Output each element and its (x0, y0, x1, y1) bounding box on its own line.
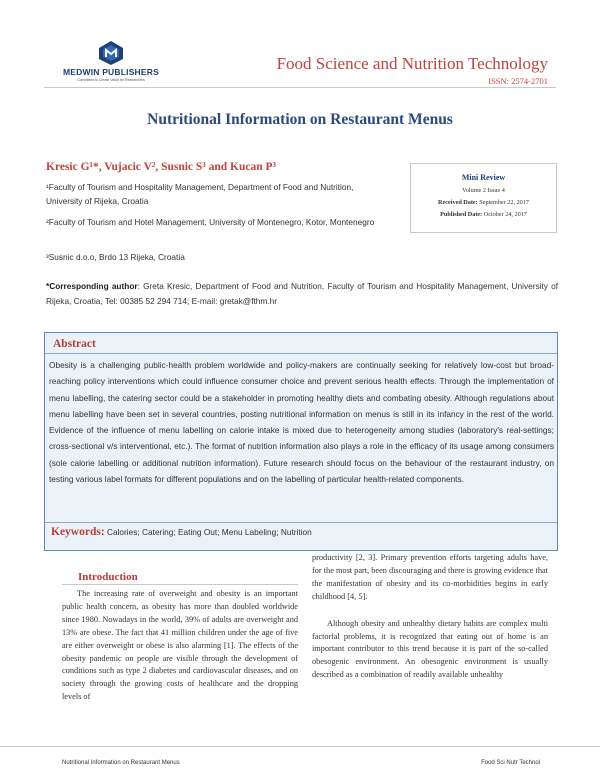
article-type: Mini Review (461, 173, 506, 182)
publisher-tagline: Committed to Create Value for Researchers (77, 78, 145, 82)
journal-header (277, 54, 548, 86)
authors: Kresic G¹*, Vujacic V², Susnic S³ and Kucan P³ (46, 161, 276, 173)
abstract-box (44, 332, 558, 551)
published-date: Published Date: October 24, 2017 (440, 211, 527, 218)
article-title: Nutritional Information on Restaurant Menus (147, 111, 453, 128)
keywords (51, 526, 312, 538)
intro-paragraph-continued: productivity [2, 3]. Primary prevention efforts targeting adults have, for the most part, been discouraging and there is growing evidence that the manifestation of obesity and its co-morbidities begins in early childhood [4, 5]. (312, 553, 548, 601)
footer-divider (0, 746, 600, 747)
keywords-label: Keywords: (51, 526, 105, 538)
intro-paragraph-2: Although obesity and unhealthy dietary habits are complex multi factorial problems, it is recognized that eating out of home is an important contributor to this trend because it is part of the so-called obesogenic environment. An obesogenic environment is usually described as a combination of readily available unhealthy (312, 618, 548, 680)
received-date: Received Date: September 22, 2017 (438, 199, 529, 206)
journal-title: Food Science and Nutrition Technology (276, 54, 548, 73)
header-divider (44, 87, 556, 88)
footer-journal-abbrev: Food Sci Nutr Technol (481, 760, 540, 766)
corresponding-author: *Corresponding author: Greta Kresic, Department of Food and Nutrition, Faculty of Tourism and Hospitality Management, University of Rijeka, Croatia, Tel: 00385 52 294 714; E-mail: gretak@fthm.hr (46, 281, 559, 306)
affiliation-2: ²Faculty of Tourism and Hotel Management, University of Montenegro, Kotor, Montenegro (46, 217, 375, 227)
article-info-box (410, 163, 557, 233)
volume-issue: Volume 2 Issue 4 (462, 187, 505, 194)
keywords-divider (45, 522, 557, 523)
affiliation-1: ¹Faculty of Tourism and Hospitality Management, Department of Food and Nutrition, University of Rijeka, Croatia (46, 182, 354, 206)
affiliation-3: ³Susnic d.o.o, Brdo 13 Rijeka, Croatia (46, 252, 185, 262)
column-left (62, 588, 298, 704)
introduction-divider (62, 584, 298, 585)
abstract-heading: Abstract (53, 338, 96, 350)
column-right (312, 552, 548, 682)
publisher-name: MEDWIN PUBLISHERS (63, 67, 159, 77)
keywords-list: Calories; Catering; Eating Out; Menu Labeling; Nutrition (106, 527, 312, 537)
issn: ISSN: 2574-2701 (488, 76, 548, 86)
abstract-divider (45, 353, 557, 354)
footer-running-title: Nutritional Information on Restaurant Menus (62, 760, 180, 766)
publisher-logo (56, 40, 166, 90)
medwin-logo-icon (98, 40, 124, 66)
introduction-heading: Introduction (78, 571, 138, 583)
abstract-text: Obesity is a challenging public-health problem worldwide and policy-makers are continually seeking for relatively low-cost but broad-reaching policy interventions which could influence consumer choice and prevent serious health effects. Through the implementation of menu labelling, the catering sector could be a stakeholder in promoting healthy diets and combating obesity. Although regulations about menu labelling have been set in several countries, posting nutritional information on menus is still in its infancy in the rest of the world. Evidence of the influence of menu labelling on calorie intake is mixed due to heterogeneity among studies (laboratory's real-settings; cross-sectional v/s interventional, etc.). The format of nutrition information also plays a role in the efficacy of its usage among consumers (sole calorie labelling or additional nutrition information). Future research should focus on the behaviour of the restaurant industry, on testing various label formats for different populations and on the labelling of particular health-related components. (49, 360, 554, 485)
intro-paragraph-1: The increasing rate of overweight and obesity is an important public health concern, as obesity has more than doubled worldwide since 1980. Nowadays in the world, 39% of adults are overweight and 13% are obese. The fact that 41 million children under the age of five are either overweight or obese is also alarming [1]. The effects of the obesity pandemic on people are visible through the development of conditions such as type 2 diabetes and cardiovascular diseases, and on society through the growing costs of healthcare and the dropping levels of (62, 589, 298, 702)
